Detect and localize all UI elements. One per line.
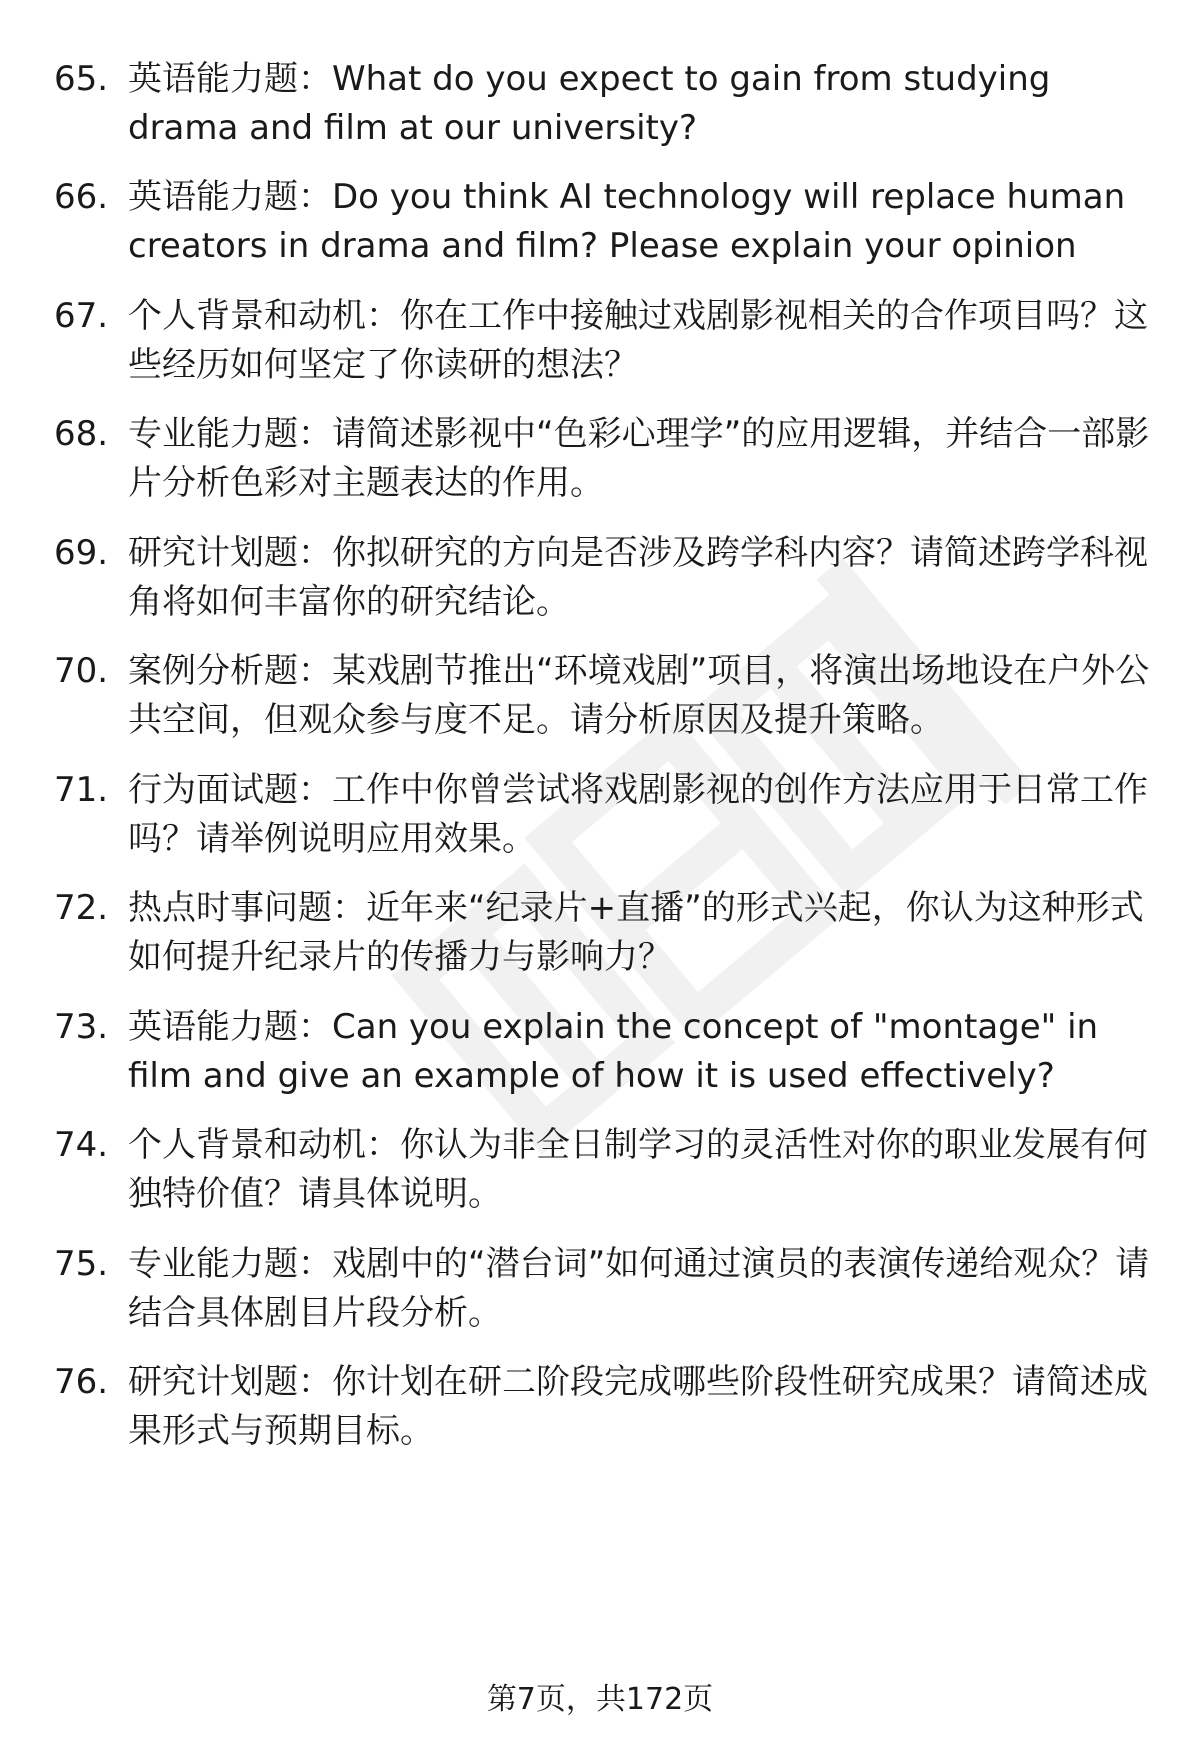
question-number: 66. bbox=[54, 177, 109, 217]
question-body: 你计划在研二阶段完成哪些阶段性研究成果？请简述成果形式与预期目标。 bbox=[128, 1362, 1148, 1451]
page-footer bbox=[0, 1680, 1200, 1720]
question-category: 行为面试题： bbox=[128, 770, 332, 810]
question-body: 近年来“纪录片+直播”的形式兴起，你认为这种形式如何提升纪录片的传播力与影响力？ bbox=[128, 888, 1144, 977]
question-category: 英语能力题： bbox=[128, 1007, 332, 1047]
question-number: 74. bbox=[54, 1125, 109, 1165]
question-text bbox=[128, 292, 1150, 390]
question-category: 专业能力题： bbox=[128, 414, 332, 454]
question-text bbox=[128, 55, 1150, 153]
question-text bbox=[128, 647, 1150, 745]
question-text bbox=[128, 173, 1150, 271]
question-number: 76. bbox=[54, 1362, 109, 1402]
question-body: 你认为非全日制学习的灵活性对你的职业发展有何独特价值？请具体说明。 bbox=[128, 1125, 1148, 1214]
question-text bbox=[128, 1003, 1150, 1101]
question-number: 72. bbox=[54, 888, 109, 928]
question-body: Do you think AI technology will replace human creators in drama and film? Please explain your opinion bbox=[128, 177, 1126, 266]
question-body: 某戏剧节推出“环境戏剧”项目，将演出场地设在户外公共空间，但观众参与度不足。请分析原因及提升策略。 bbox=[128, 651, 1150, 740]
question-number: 73. bbox=[54, 1007, 109, 1047]
question-body: 戏剧中的“潜台词”如何通过演员的表演传递给观众？请结合具体剧目片段分析。 bbox=[128, 1244, 1150, 1333]
question-category: 案例分析题： bbox=[128, 651, 332, 691]
question-text bbox=[128, 529, 1150, 627]
question-number: 69. bbox=[54, 533, 109, 573]
question-text bbox=[128, 1358, 1150, 1456]
question-number: 70. bbox=[54, 651, 109, 691]
page-number-label: 第7页，共172页 bbox=[486, 1682, 714, 1717]
question-number: 67. bbox=[54, 296, 109, 336]
question-category: 个人背景和动机： bbox=[128, 1125, 400, 1165]
question-body: Can you explain the concept of "montage" in film and give an example of how it is used effectively? bbox=[128, 1007, 1099, 1096]
question-body: 你在工作中接触过戏剧影视相关的合作项目吗？这些经历如何坚定了你读研的想法？ bbox=[128, 296, 1148, 385]
question-text bbox=[128, 1121, 1150, 1219]
question-body: 你拟研究的方向是否涉及跨学科内容？请简述跨学科视角将如何丰富你的研究结论。 bbox=[128, 533, 1148, 622]
question-text bbox=[128, 1240, 1150, 1338]
question-category: 研究计划题： bbox=[128, 1362, 332, 1402]
question-number: 75. bbox=[54, 1244, 109, 1284]
question-number: 68. bbox=[54, 414, 109, 454]
question-category: 专业能力题： bbox=[128, 1244, 332, 1284]
question-category: 热点时事问题： bbox=[128, 888, 366, 928]
question-category: 个人背景和动机： bbox=[128, 296, 400, 336]
question-text bbox=[128, 766, 1150, 864]
question-body: 请简述影视中“色彩心理学”的应用逻辑，并结合一部影片分析色彩对主题表达的作用。 bbox=[128, 414, 1150, 503]
question-category: 英语能力题： bbox=[128, 177, 332, 217]
question-number: 71. bbox=[54, 770, 109, 810]
question-number: 65. bbox=[54, 59, 109, 99]
question-text bbox=[128, 410, 1150, 508]
question-body: What do you expect to gain from studying drama and film at our university? bbox=[128, 59, 1051, 148]
question-body: 工作中你曾尝试将戏剧影视的创作方法应用于日常工作吗？请举例说明应用效果。 bbox=[128, 770, 1148, 859]
question-category: 研究计划题： bbox=[128, 533, 332, 573]
question-category: 英语能力题： bbox=[128, 59, 332, 99]
question-text bbox=[128, 884, 1150, 982]
